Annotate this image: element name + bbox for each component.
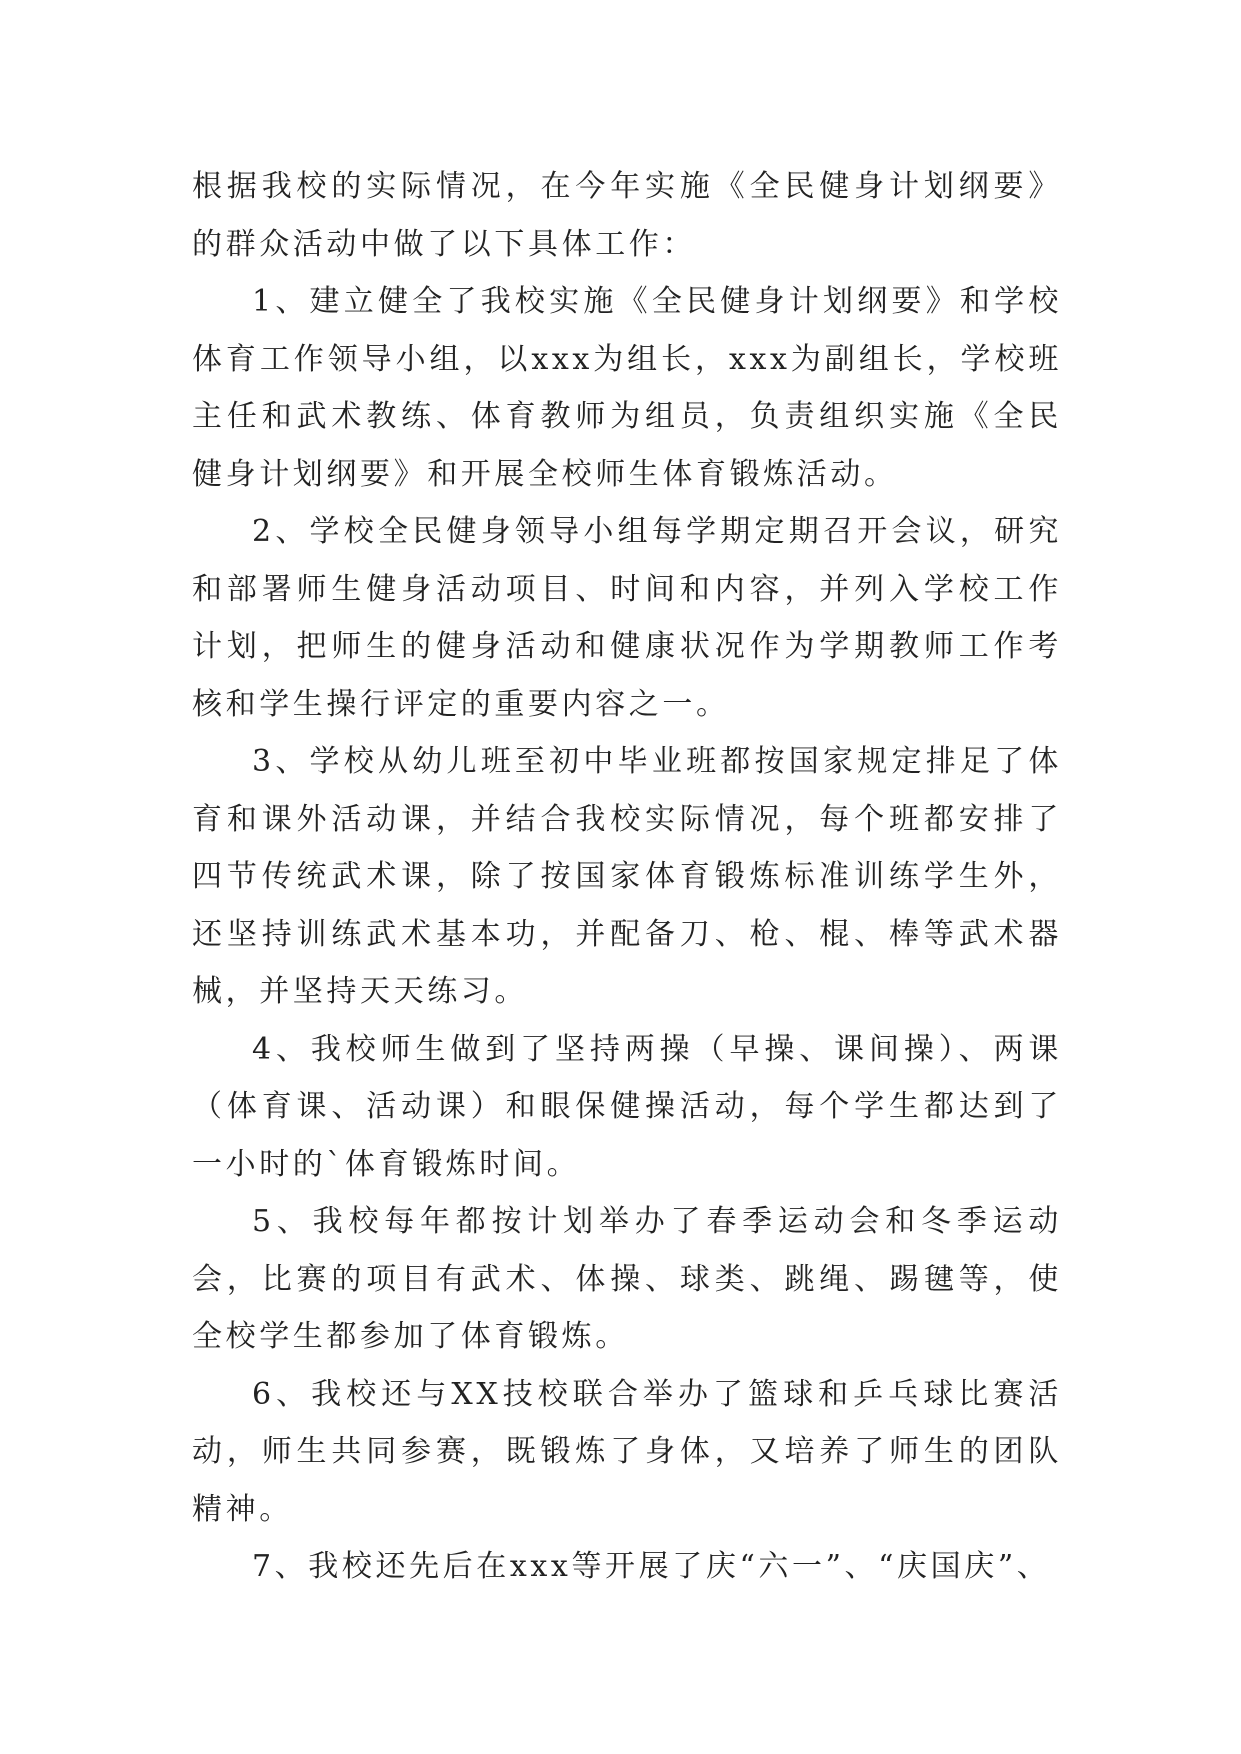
paragraph-item-6: 6、我校还与XX技校联合举办了篮球和乒乓球比赛活动，师生共同参赛，既锻炼了身体，又培养了师生的团队精神。 [192,1376,1062,1527]
paragraph-item-3: 3、学校从幼儿班至初中毕业班都按国家规定排足了体育和课外活动课，并结合我校实际情况，每个班都安排了四节传统武术课，除了按国家体育锻炼标准训练学生外，还坚持训练武术基本功，并配备刀、枪、棍、棒等武术器械，并坚持天天练习。 [192,744,1062,1009]
intro-paragraph: 根据我校的实际情况，在今年实施《全民健身计划纲要》的群众活动中做了以下具体工作： [192,169,1062,262]
paragraph-item-4: 4、我校师生做到了坚持两操（早操、课间操）、两课（体育课、活动课）和眼保健操活动，每个学生都达到了一小时的`体育锻炼时间。 [192,1031,1062,1182]
document-body [192,158,1062,1596]
paragraph-item-2: 2、学校全民健身领导小组每学期定期召开会议，研究和部署师生健身活动项目、时间和内容，并列入学校工作计划，把师生的健身活动和健康状况作为学期教师工作考核和学生操行评定的重要内容之一。 [192,514,1062,722]
paragraph-item-7: 7、我校还先后在xxx等开展了庆“六一”、“庆国庆”、 [252,1549,1051,1584]
paragraph-item-1: 1、建立健全了我校实施《全民健身计划纲要》和学校体育工作领导小组，以xxx为组长，xxx为副组长，学校班主任和武术教练、体育教师为组员，负责组织实施《全民健身计划纲要》和开展全校师生体育锻炼活动。 [192,284,1062,492]
paragraph-item-5: 5、我校每年都按计划举办了春季运动会和冬季运动会，比赛的项目有武术、体操、球类、跳绳、踢毽等，使全校学生都参加了体育锻炼。 [192,1204,1062,1354]
